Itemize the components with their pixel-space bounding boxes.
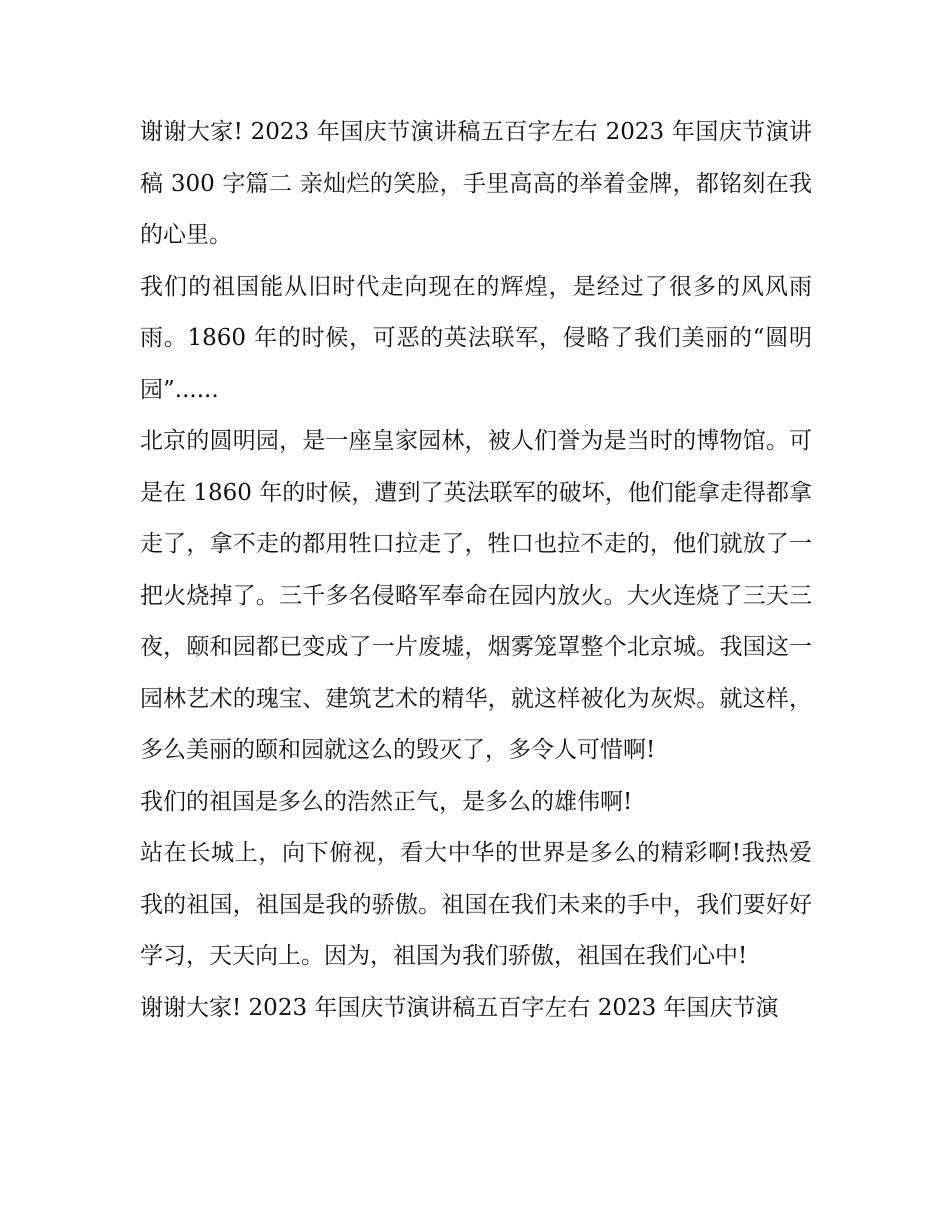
paragraph: 站在长城上，向下俯视，看大中华的世界是多么的精彩啊!我热爱我的祖国，祖国是我的骄傲。祖国在我们未来的手中，我们要好好学习，天天向上。因为，祖国为我们骄傲，祖国在我们心中! <box>140 840 812 969</box>
paragraph: 北京的圆明园，是一座皇家园林，被人们誉为是当时的博物馆。可是在 1860 年的时候，遭到了英法联军的破坏，他们能拿走得都拿走了，拿不走的都用牲口拉走了，牲口也拉不走的，他们就放了一把火烧掉了。三千多名侵略军奉命在园内放火。大火连烧了三天三夜，颐和园都已变成了一片废墟，烟雾笼罩整个北京城。我国这一园林艺术的瑰宝、建筑艺术的精华，就这样被化为灰烬。就这样，多么美丽的颐和园就这么的毁灭了，多令人可惜啊! <box>140 428 812 763</box>
paragraph: 我们的祖国能从旧时代走向现在的辉煌，是经过了很多的风风雨雨。1860 年的时候，可恶的英法联军，侵略了我们美丽的“圆明园”...... <box>140 273 812 403</box>
paragraph: 谢谢大家! 2023 年国庆节演讲稿五百字左右 2023 年国庆节演 <box>140 994 779 1021</box>
document-body <box>140 107 812 1034</box>
paragraph: 谢谢大家! 2023 年国庆节演讲稿五百字左右 2023 年国庆节演讲稿 300 字篇二 亲灿烂的笑脸，手里高高的举着金牌，都铭刻在我的心里。 <box>140 119 812 248</box>
paragraph: 我们的祖国是多么的浩然正气，是多么的雄伟啊! <box>140 788 633 815</box>
